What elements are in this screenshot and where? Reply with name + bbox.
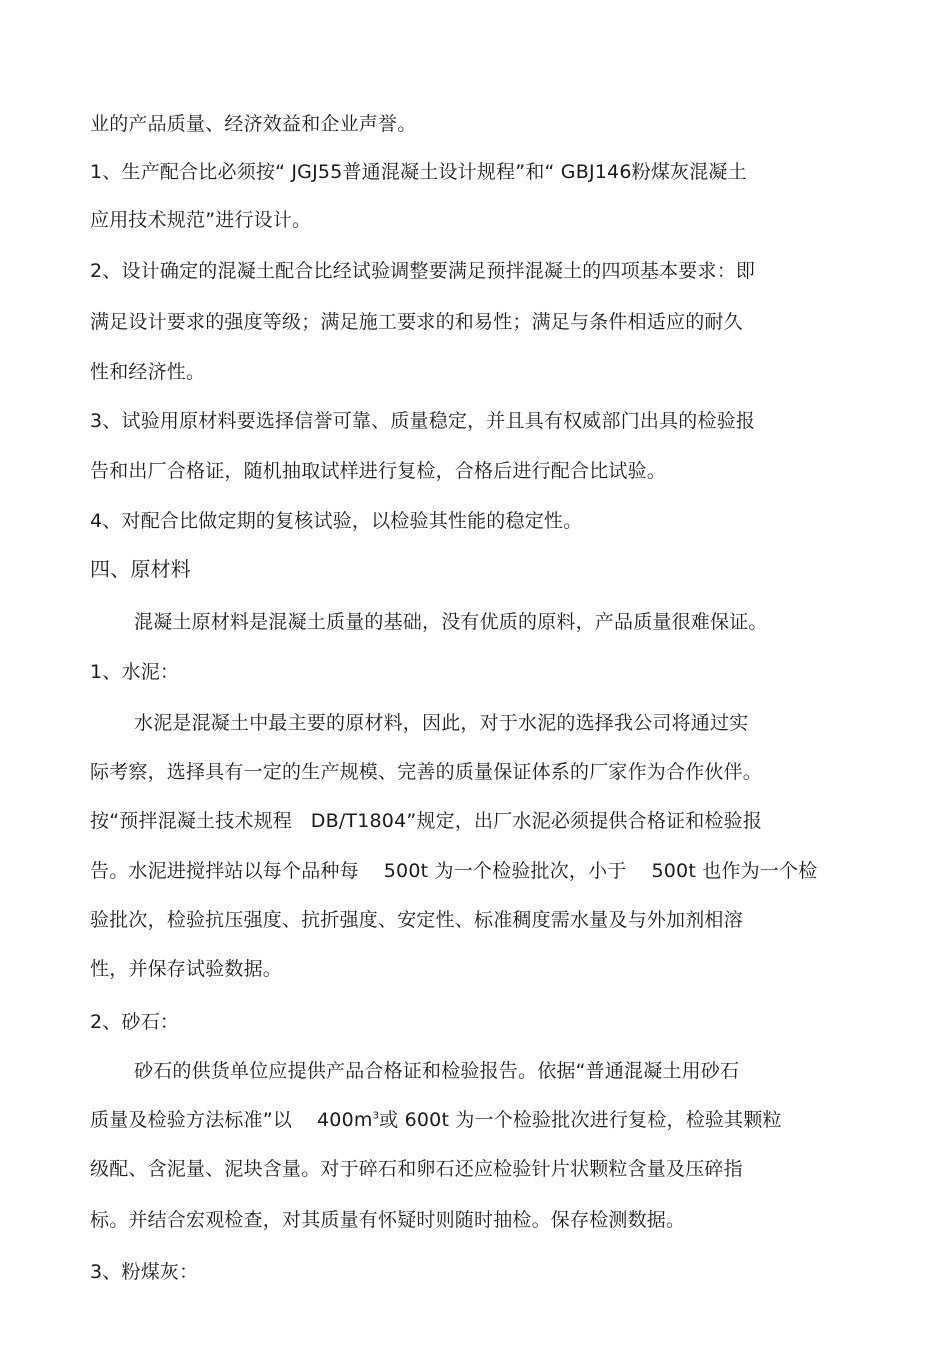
paragraph-line: 告和出厂合格证，随机抽取试样进行复检，合格后进行配合比试验。	[90, 460, 667, 482]
paragraph-line: 级配、含泥量、泥块含量。对于碎石和卵石还应检验针片状颗粒含量及压碎指	[90, 1158, 743, 1180]
paragraph-line: 2、设计确定的混凝土配合比经试验调整要满足预拌混凝土的四项基本要求：即	[90, 260, 756, 282]
paragraph-line: 应用技术规范”进行设计。	[90, 209, 312, 231]
paragraph-line: 4、对配合比做定期的复核试验，以检验其性能的稳定性。	[90, 510, 583, 532]
paragraph-line: 标。并结合宏观检查，对其质量有怀疑时则随时抽检。保存检测数据。	[90, 1209, 686, 1231]
subsection-heading: 3、粉煤灰：	[90, 1261, 199, 1283]
paragraph-line: 水泥是混凝土中最主要的原材料，因此，对于水泥的选择我公司将通过实	[134, 712, 749, 734]
paragraph-line	[90, 1108, 782, 1132]
section-heading: 四、原材料	[90, 557, 191, 581]
paragraph-line: 际考察，选择具有一定的生产规模、完善的质量保证体系的厂家作为合作伙伴。	[90, 761, 763, 783]
paragraph-line: 告。水泥进搅拌站以每个品种每 500t 为一个检验批次，小于 500t 也作为一个检	[90, 860, 818, 882]
paragraph-line: 业的产品质量、经济效益和企业声誉。	[90, 113, 417, 135]
paragraph-line: 性和经济性。	[90, 361, 206, 383]
paragraph-line: 3、试验用原材料要选择信誉可靠、质量稳定，并且具有权威部门出具的检验报	[90, 410, 756, 432]
superscript: 3	[372, 1110, 380, 1122]
paragraph-line: 性，并保存试验数据。	[90, 958, 283, 980]
subsection-heading: 1、水泥：	[90, 661, 180, 683]
paragraph-line: 按“预拌混凝土技术规程 DB/T1804”规定，出厂水泥必须提供合格证和检验报	[90, 810, 763, 832]
paragraph-line: 1、生产配合比必须按“ JGJ55普通混凝土设计规程”和“ GBJ146粉煤灰混凝土	[90, 161, 747, 183]
paragraph-line: 验批次，检验抗压强度、抗折强度、安定性、标准稠度需水量及与外加剂相溶	[90, 909, 743, 931]
paragraph-line: 砂石的供货单位应提供产品合格证和检验报告。依据“普通混凝土用砂石	[134, 1060, 740, 1082]
subsection-heading: 2、砂石：	[90, 1011, 180, 1033]
paragraph-line: 混凝土原材料是混凝土质量的基础，没有优质的原料，产品质量很难保证。	[134, 611, 768, 633]
line-suffix: 或 600t 为一个检验批次进行复检，检验其颗粒	[379, 1109, 782, 1131]
paragraph-line: 满足设计要求的强度等级；满足施工要求的和易性；满足与条件相适应的耐久	[90, 311, 743, 333]
line-prefix: 质量及检验方法标准”以 400m	[90, 1109, 373, 1131]
